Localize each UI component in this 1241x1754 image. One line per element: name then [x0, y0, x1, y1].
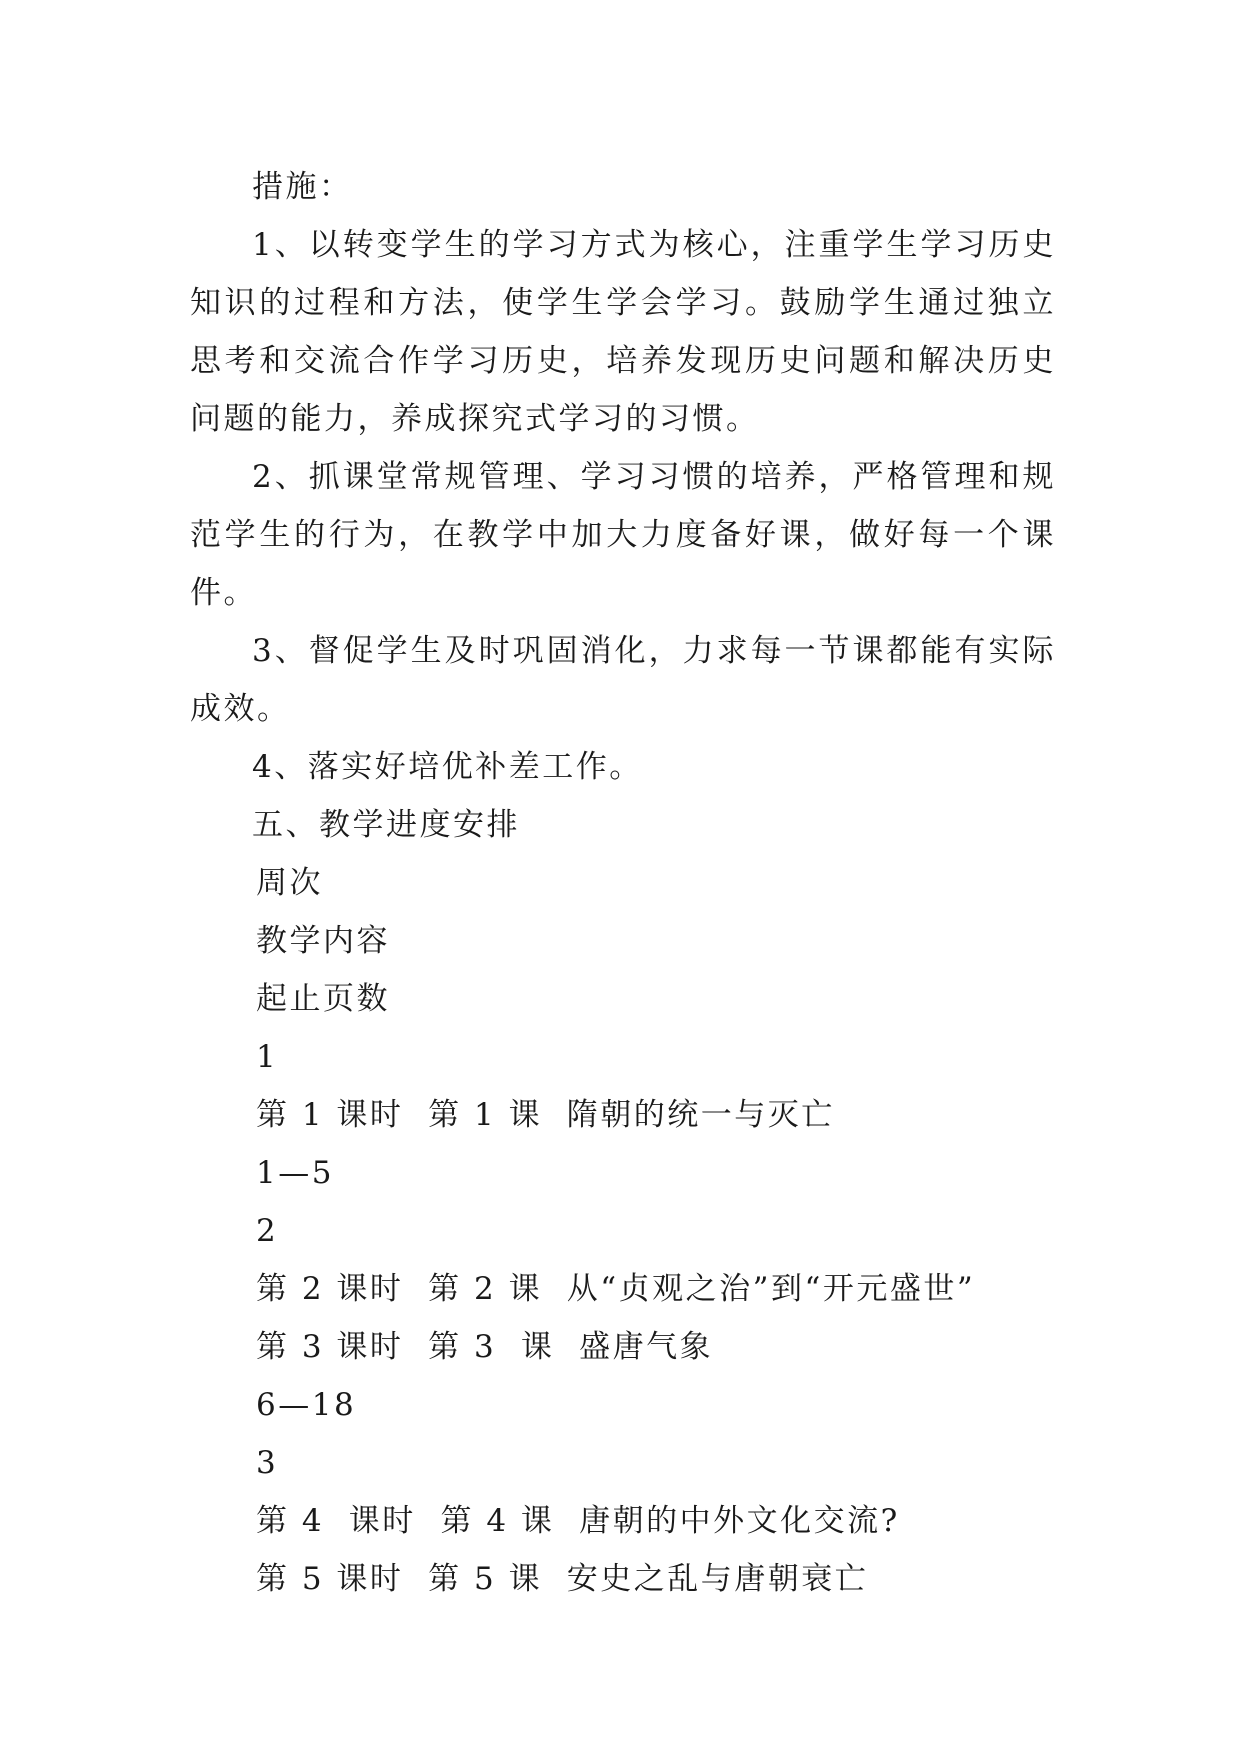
schedule-line: 第 4 课时 第 4 课 唐朝的中外文化交流?	[256, 1503, 900, 1539]
measure-item-1: 1、以转变学生的学习方式为核心，注重学生学习历史知识的过程和方法，使学生学会学习。鼓励学生通过独立思考和交流合作学习历史，培养发现历史问题和解决历史问题的能力，养成探究式学习的习惯。	[190, 227, 1056, 437]
document-body	[190, 158, 1056, 1608]
schedule-line: 周次	[256, 865, 323, 901]
schedule-line: 1—5	[256, 1155, 334, 1191]
schedule-line: 第 1 课时 第 1 课 隋朝的统一与灭亡	[256, 1097, 835, 1133]
schedule-line: 教学内容	[256, 923, 390, 959]
schedule-line: 第 5 课时 第 5 课 安史之乱与唐朝衰亡	[256, 1561, 869, 1597]
schedule-line: 起止页数	[256, 981, 390, 1017]
measure-item-3: 3、督促学生及时巩固消化，力求每一节课都能有实际成效。	[190, 633, 1056, 727]
schedule-line: 3	[256, 1445, 279, 1481]
schedule-line: 第 2 课时 第 2 课 从“贞观之治”到“开元盛世”	[256, 1271, 976, 1307]
schedule-line: 2	[256, 1213, 279, 1249]
measure-item-2: 2、抓课堂常规管理、学习习惯的培养，严格管理和规范学生的行为，在教学中加大力度备好课，做好每一个课件。	[190, 459, 1056, 611]
measure-item-4: 4、落实好培优补差工作。	[252, 749, 643, 785]
measures-heading: 措施：	[252, 169, 353, 205]
schedule-line: 6—18	[256, 1387, 357, 1423]
schedule-line: 第 3 课时 第 3 课 盛唐气象	[256, 1329, 714, 1365]
schedule-heading: 五、教学进度安排	[252, 807, 520, 843]
schedule-line: 1	[256, 1039, 279, 1075]
